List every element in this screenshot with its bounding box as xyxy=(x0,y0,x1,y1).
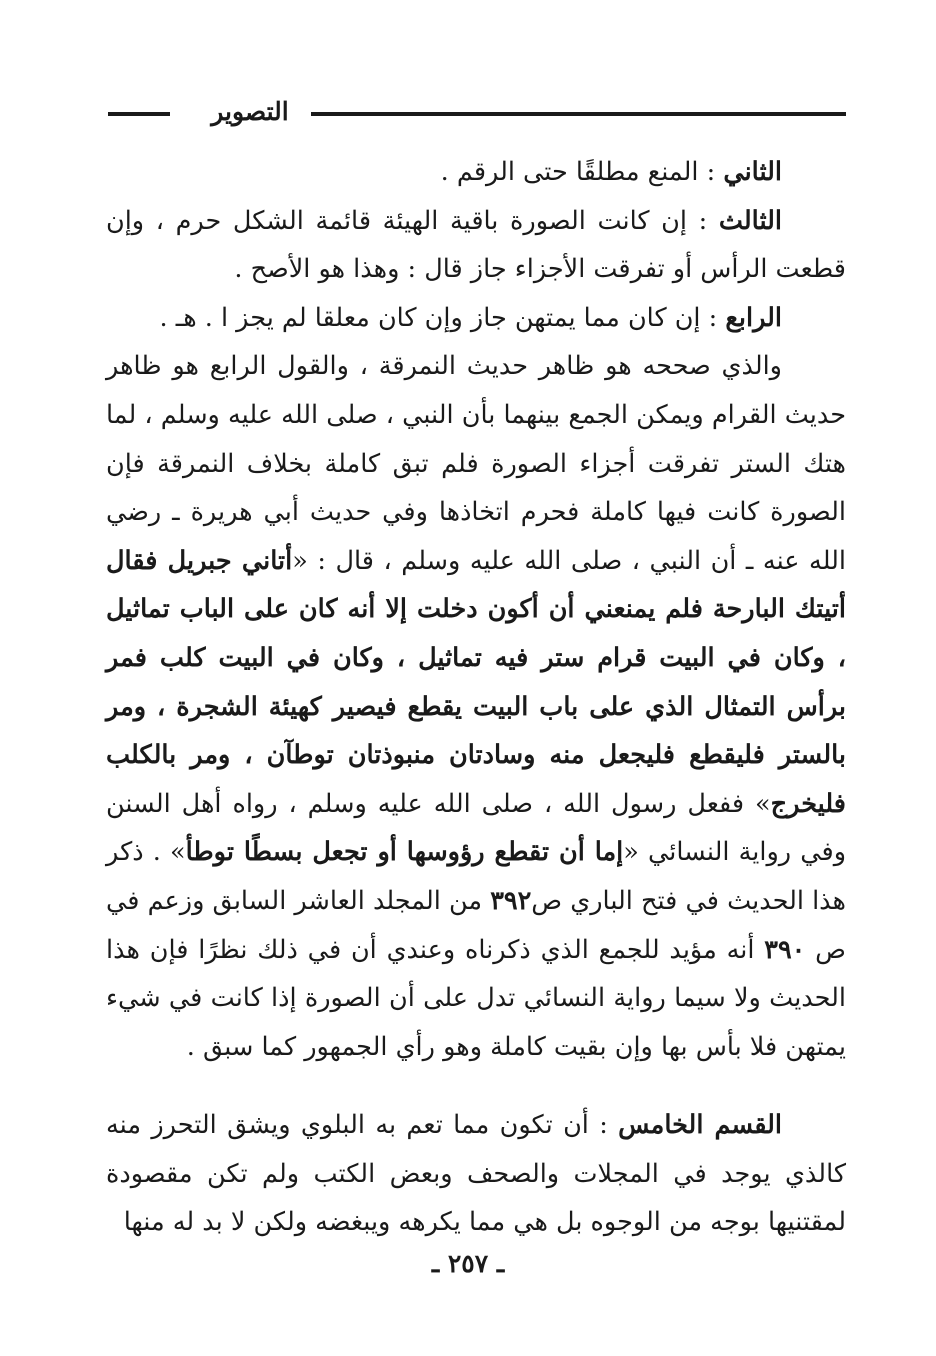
page-number: ـ ٢٥٧ ـ xyxy=(431,1249,505,1278)
paragraph-lead: الرابع xyxy=(725,302,782,333)
page-reference: ٣٩٢ xyxy=(490,885,532,916)
paragraph-second-opinion xyxy=(106,148,846,197)
running-header xyxy=(106,92,846,136)
paragraph-fourth-opinion xyxy=(106,294,846,343)
paragraph-lead: الثاني xyxy=(723,157,782,187)
paragraph-text: أنه مؤيد للجمع الذي ذكرناه وعندي أن في ذلك نظرًا فإن هذا الحديث ولا سيما رواية النسائي تدل على أن الصورة إذا كانت في شيء يمتهن فلا بأس بها وإن بقيت كاملة وهو رأي الجمهور كما سبق . xyxy=(106,934,846,1062)
header-rule-right xyxy=(311,112,846,116)
paragraph-text: : إن كانت الصورة باقية الهيئة قائمة الشكل حرم ، وإن قطعت الرأس أو تفرقت الأجزاء جاز قال : وهذا هو الأصح . xyxy=(106,205,846,285)
paragraph-text: : أن تكون مما تعم به البلوي ويشق التحرز منه كالذي يوجد في المجلات والصحف وبعض الكتب ولم تكن مقصودة لمقتنيها بوجه من الوجوه بل هي مما يكرهه ويبغضه ولكن لا بد له منها xyxy=(106,1110,846,1238)
hadith-quote: إما أن تقطع رؤوسها أو تجعل بسطًا توطأ xyxy=(185,837,624,868)
paragraph-third-opinion xyxy=(106,197,846,294)
paragraph-discussion xyxy=(106,342,846,1071)
paragraph-text: : إن كان مما يمتهن جاز وإن كان معلقا لم يجز ا . هـ . xyxy=(159,302,718,333)
hadith-quote: أتاني جبريل فقال أتيتك البارحة فلم يمنعني أن أكون دخلت إلا أنه كان على الباب تماثيل ، وكان في البيت قرام ستر فيه تماثيل ، وكان في البيت كلب فمر برأس التمثال الذي على باب البيت يقطع فيصير كهيئة الشجرة ، ومر بالستر فليقطع فليجعل منه وسادتان منبوذتان توطآن ، ومر بالكلب فليخرج xyxy=(106,545,846,819)
paragraph-text: » ففعل رسول الله ، صلى الله عليه وسلم ، رواه أهل السنن وفي رواية النسائي « xyxy=(106,788,847,868)
page-reference: ٣٩٠ xyxy=(764,934,806,965)
paragraph-text: » . ذكر هذا الحديث في فتح الباري ص xyxy=(106,837,846,916)
page-body xyxy=(106,148,846,1247)
header-rule-left xyxy=(108,112,170,116)
paragraph-text: : المنع مطلقًا حتى الرقم . xyxy=(440,157,716,187)
paragraph-text: من المجلد العاشر السابق وزعم في ص xyxy=(106,885,846,965)
header-title: التصوير xyxy=(211,97,289,126)
paragraph-lead: القسم الخامس xyxy=(618,1110,782,1141)
paragraph-text: والذي صححه هو ظاهر حديث النمرقة ، والقول الرابع هو ظاهر حديث القرام ويمكن الجمع بينهما بأن النبي ، صلى الله عليه وسلم ، لما هتك الستر تفرقت أجزاء الصورة فلم تبق كاملة بخلاف النمرقة فإن الصورة كانت فيها كاملة فحرم اتخاذها وفي حديث أبي هريرة ـ رضي الله عنه ـ أن النبي ، صلى الله عليه وسلم ، قال : « xyxy=(106,351,846,576)
paragraph-fifth-section xyxy=(106,1101,846,1247)
paragraph-lead: الثالث xyxy=(718,205,783,236)
